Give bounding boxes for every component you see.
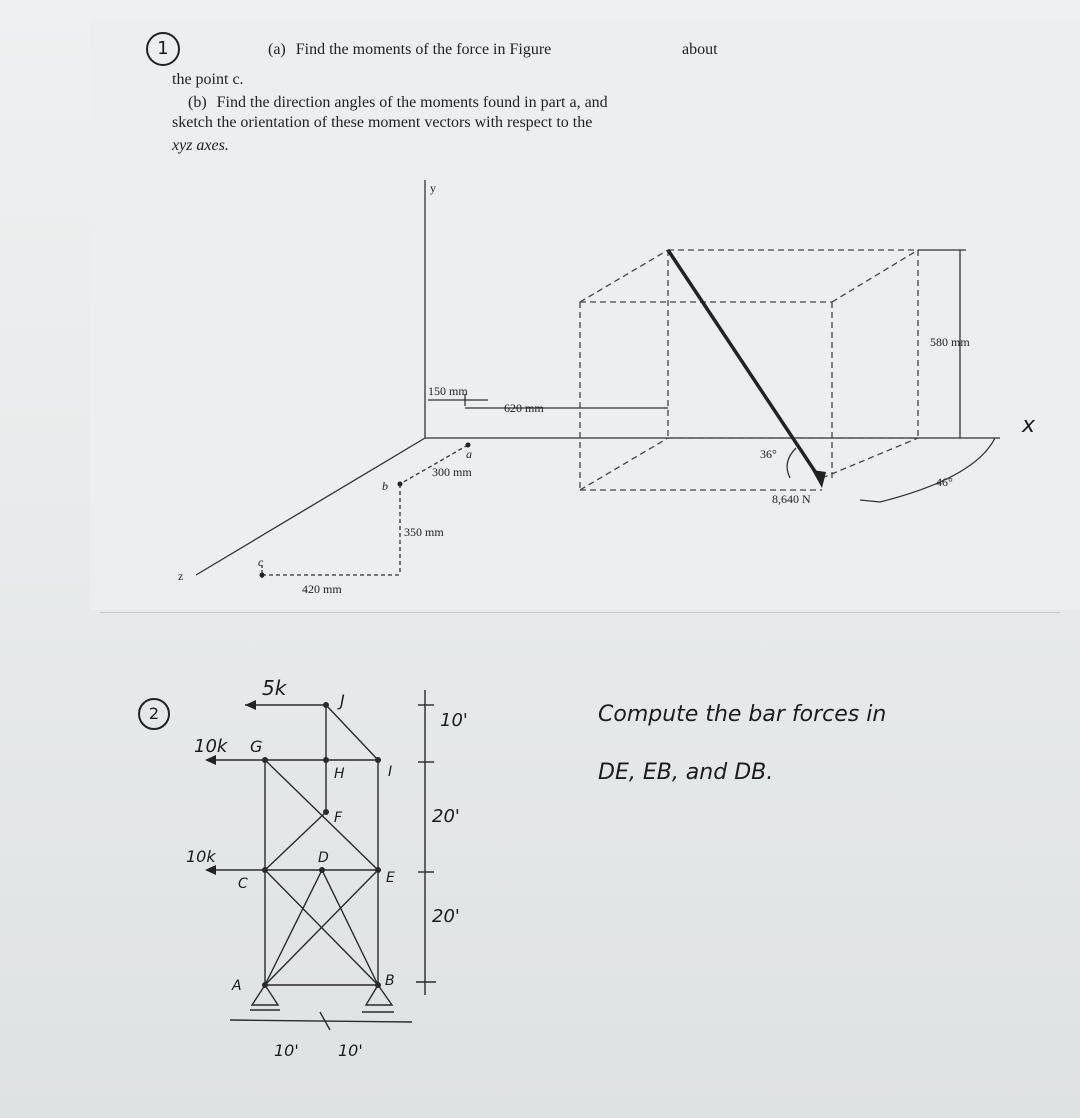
label-dim-20-lower: 20' xyxy=(432,906,460,927)
label-node-a: A xyxy=(232,978,242,994)
part-b-text: Find the direction angles of the moments found in part a, and xyxy=(216,94,608,111)
problem-2-statement-1: Compute the bar forces in xyxy=(598,702,887,727)
label-dim-10-right: 10' xyxy=(338,1041,363,1060)
label-node-h: H xyxy=(334,766,345,782)
label-node-g: G xyxy=(250,737,263,756)
label-dim-20-middle: 20' xyxy=(432,806,460,827)
problem-2-statement-2: DE, EB, and DB. xyxy=(598,760,774,785)
label-point-c: c xyxy=(258,555,264,569)
label-node-b: B xyxy=(385,973,395,989)
problem-1-line-4: sketch the orientation of these moment vectors with respect to the xyxy=(172,114,593,131)
label-46-degrees: 46° xyxy=(936,475,953,489)
label-420mm: 420 mm xyxy=(302,582,342,596)
part-b-label: (b) xyxy=(188,94,207,111)
part-a-text: Find the moments of the force in Figure xyxy=(295,41,552,58)
label-dim-10-top: 10' xyxy=(440,710,468,731)
label-node-i: I xyxy=(388,764,393,780)
label-node-c: C xyxy=(238,876,248,892)
label-load-5k: 5k xyxy=(262,676,287,700)
label-z-axis: z xyxy=(178,569,184,583)
label-point-a: a xyxy=(466,447,472,461)
label-node-d: D xyxy=(318,850,329,866)
label-150mm: 150 mm xyxy=(428,384,468,398)
label-36-degrees: 36° xyxy=(760,447,777,461)
about-word: about xyxy=(682,41,718,58)
label-force-value: 8,640 N xyxy=(772,492,811,506)
label-load-10k-lower: 10k xyxy=(186,847,216,866)
label-580mm: 580 mm xyxy=(930,335,970,349)
label-node-j: J xyxy=(340,691,345,710)
label-dim-10-left: 10' xyxy=(274,1041,299,1060)
label-x-axis: x xyxy=(1022,413,1036,438)
part-a-label: (a) xyxy=(268,41,286,58)
label-620mm: 620 mm xyxy=(504,401,544,415)
label-node-e: E xyxy=(386,870,395,886)
problem-1-line-5: xyz axes. xyxy=(172,137,229,154)
label-load-10k-upper: 10k xyxy=(194,736,228,757)
label-350mm: 350 mm xyxy=(404,525,444,539)
problem-1-line-2: the point c. xyxy=(172,71,244,88)
label-y-axis: y xyxy=(430,181,436,195)
label-node-f: F xyxy=(334,810,343,826)
problem-1-number: 1 xyxy=(146,32,180,66)
label-point-b: b xyxy=(382,479,388,493)
label-300mm: 300 mm xyxy=(432,465,472,479)
problem-2-number: 2 xyxy=(138,698,170,730)
